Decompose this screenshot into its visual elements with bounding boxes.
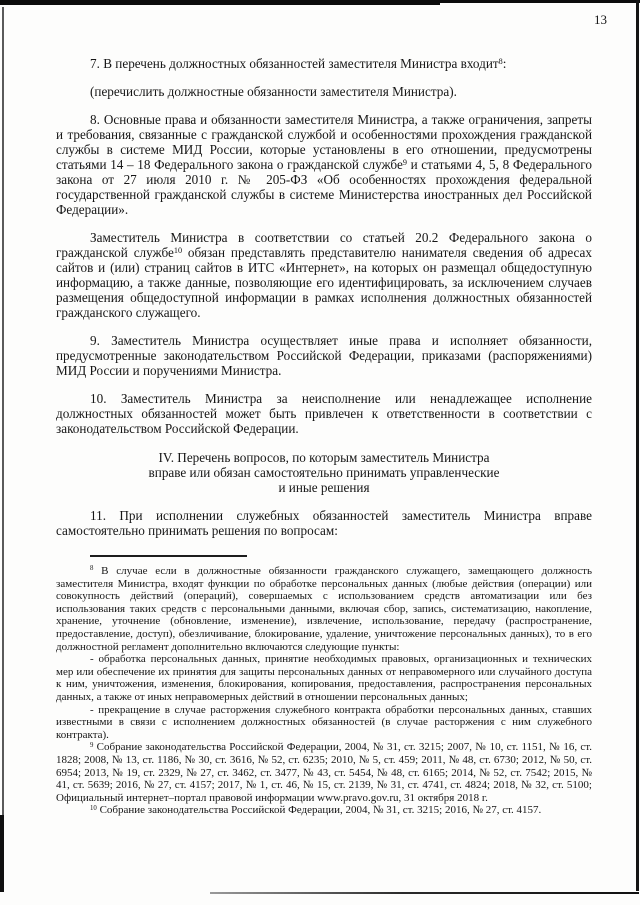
paragraph-10: 10. Заместитель Министра за неисполнение или ненадлежащее исполнение должностных обязанностей может быть привлечен к ответственности в соответствии с законодательством Российской Федерации. <box>56 391 592 436</box>
page-number: 13 <box>594 12 607 27</box>
paragraph-7-colon: : <box>502 56 507 71</box>
section-heading-line-2: вправе или обязан самостоятельно принимать управленческие <box>148 465 500 480</box>
paragraph-9: 9. Заместитель Министра осуществляет иные права и исполняет обязанности, предусмотренные законодательством Российской Федерации, приказами (распоряжениями) МИД России и поручениями Министра. <box>56 333 592 378</box>
footnote-10 <box>56 804 592 817</box>
paragraph-8-text: 8. Основные права и обязанности заместителя Министра, а также ограничения, запреты и требования, связанные с гражданской службой и особенностями прохождения гражданской службы в системе МИД России, которые установлены в его отношении, предусмотрены статьями 14 – 18 Федерального закона о гражданской службе <box>56 112 592 172</box>
paragraph-8-continuation: и статьями 4, 5, 8 Федерального закона от 27 июля 2010 г. № 205-ФЗ «Об особенностях прохождения федеральной государственной гражданской службы в системе Министерства иностранных дел Российской Федерации». <box>56 157 592 217</box>
paragraph-7-note: (перечислить должностные обязанности заместителя Министра). <box>90 84 457 99</box>
footnote-10-marker: 10 <box>90 804 97 812</box>
section-heading-line-3: и иные решения <box>278 480 370 495</box>
footnote-8-paragraph-1 <box>56 565 592 653</box>
paragraph-deputy-internet-sites <box>56 230 592 320</box>
document-content <box>56 56 592 817</box>
paragraph-deputy-continuation: обязан представлять представителю нанимателя сведения об адресах сайтов и (или) страниц сайтов в ИТС «Интернет», на которых он размещал общедоступную информацию, а также данные, позволяющие его идентифицировать, за исключением случаев размещения общедоступной информации в рамках исполнения должностных обязанностей гражданского служащего. <box>56 245 592 320</box>
footnotes-block <box>56 565 592 817</box>
footnote-8-marker: 8 <box>90 565 94 573</box>
footnote-9-text: Собрание законодательства Российской Федерации, 2004, № 31, ст. 3215; 2007, № 10, ст. 1151, № 16, ст. 1828; 2008, № 13, ст. 1186, № 30, ст. 3616, № 52, ст. 6235; 2010, № 5, ст. 459; 2011, № 48, ст. 6730; 2012, № 50, ст. 6954; 2013, № 19, ст. 2329, № 27, ст. 3462, ст. 3477, № 43, ст. 5454, № 48, ст. 6165; 2014, № 52, ст. 7542; 2015, № 41, ст. 5639; 2016, № 27, ст. 4157; 2017, № 1, ст. 46, № 15, ст. 2139, № 31, ст. 4741, ст. 4824; 2018, № 32, ст. 5100; Официальный интернет–портал правовой информации www.pravo.gov.ru, 31 октября 2018 г. <box>56 741 592 804</box>
paragraph-8 <box>56 112 592 217</box>
scan-edge-left-heavy <box>0 815 4 892</box>
scan-edge-left <box>2 7 4 817</box>
section-heading-iv <box>56 450 592 495</box>
footnote-9 <box>56 741 592 804</box>
footnote-8-paragraph-2: - обработка персональных данных, принятие необходимых правовых, организационных и технических мер или обеспечение их принятия для защиты персональных данных от неправомерного или случайного доступа к ним, уничтожения, изменения, блокирования, копирования, предоставления, распространения персональных данных, а также от иных неправомерных действий в отношении персональных данных; <box>56 653 592 703</box>
footnote-ref-10: 10 <box>173 245 183 255</box>
footnote-10-text: Собрание законодательства Российской Федерации, 2004, № 31, ст. 3215; 2016, № 27, ст. 4157. <box>96 804 542 817</box>
footnote-8-paragraph-3: - прекращение в случае расторжения служебного контракта обработки персональных данных, ставших известными в связи с исполнением должностных обязанностей (в случае расторжения с ним служебного контракта). <box>56 703 592 741</box>
paragraph-7 <box>56 56 592 71</box>
footnote-ref-8: 8 <box>498 56 503 66</box>
paragraph-7-text: 7. В перечень должностных обязанностей заместителя Министра входит <box>90 56 499 71</box>
footnote-separator-rule <box>90 555 247 557</box>
scan-edge-right <box>636 0 639 891</box>
footnote-9-marker: 9 <box>90 741 94 749</box>
scan-edge-top-fade <box>440 3 640 5</box>
scan-edge-bottom <box>210 892 639 894</box>
section-heading-line-1: IV. Перечень вопросов, по которым заместитель Министра <box>158 450 490 465</box>
footnote-ref-9: 9 <box>402 157 407 167</box>
paragraph-deputy-text: Заместитель Министра в соответствии со статьей 20.2 Федерального закона о гражданской службе <box>56 230 592 260</box>
footnote-8-text-1: В случае если в должностные обязанности гражданского служащего, замещающего должность заместителя Министра, входят функции по обработке персональных данных (любые действия (операции) или совокупность действий (операций), совершаемых с использованием средств автоматизации или без использования таких средств с персональными данными, включая сбор, запись, систематизацию, накопление, хранение, уточнение (обновление, изменение), извлечение, использование, передачу (распространение, предоставление, доступ), обезличивание, блокирование, удаление, уничтожение персональных данных), то в его должностной регламент дополнительно включаются следующие пункты: <box>56 565 592 653</box>
paragraph-11: 11. При исполнении служебных обязанностей заместитель Министра вправе самостоятельно принимать решения по вопросам: <box>56 508 592 538</box>
